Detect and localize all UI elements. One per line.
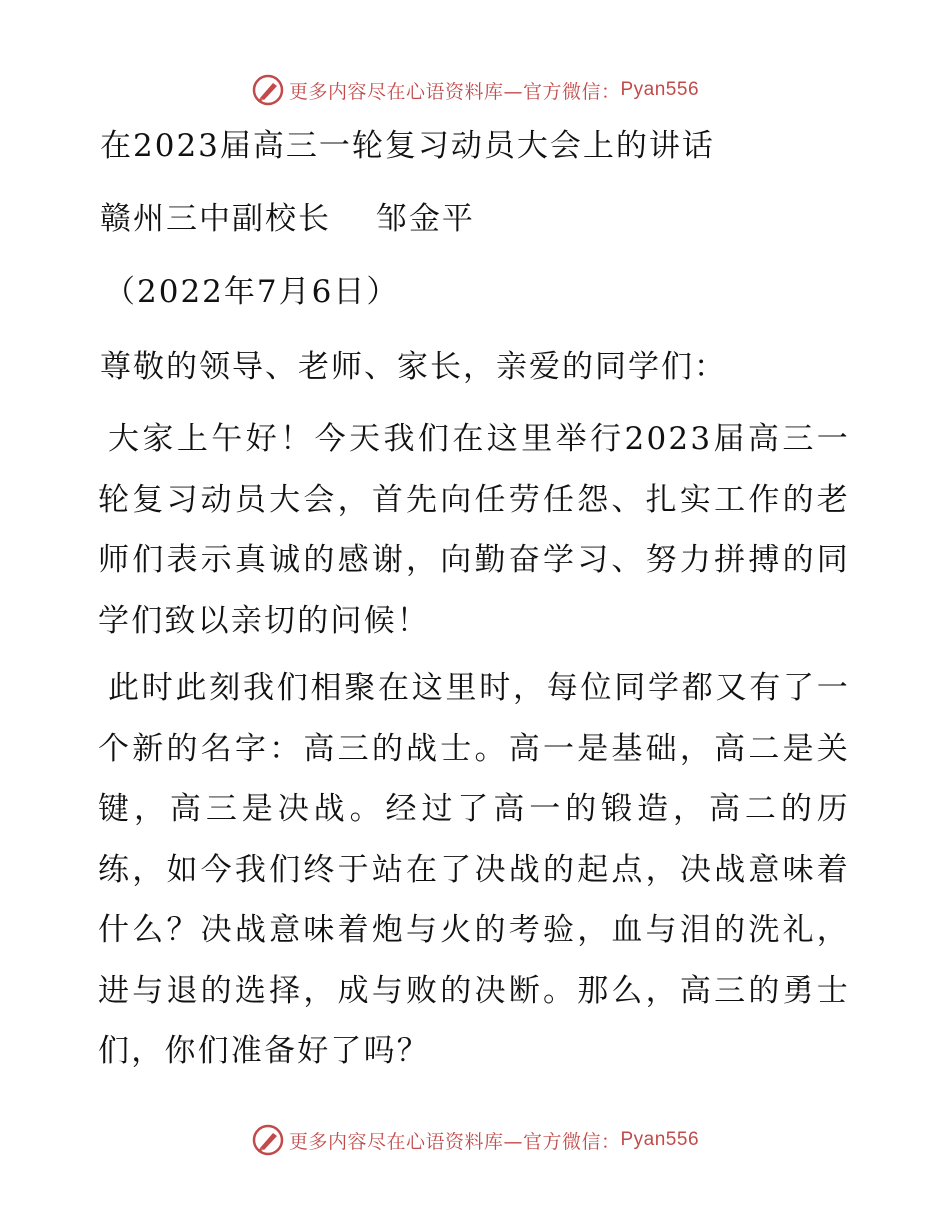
- document-title: 在2023届高三一轮复习动员大会上的讲话: [100, 128, 715, 164]
- pen-logo-icon: [251, 73, 285, 107]
- pen-logo-icon: [251, 1123, 285, 1157]
- watermark-wechat-id: Pyan556: [620, 79, 700, 100]
- paragraph-1: 大家上午好！今天我们在这里举行2023届高三一轮复习动员大会，首先向任劳任怨、扎实工作的老师们表示真诚的感谢，向勤奋学习、努力拼搏的同学们致以亲切的问候！: [98, 421, 850, 639]
- greeting: 尊敬的领导、老师、家长，亲爱的同学们：: [100, 349, 727, 385]
- watermark-text: 更多内容尽在心语资料库—官方微信：: [288, 1130, 621, 1153]
- watermark-text: 更多内容尽在心语资料库—官方微信：: [288, 80, 621, 103]
- watermark-footer: [0, 1120, 950, 1160]
- watermark-wechat-id: Pyan556: [620, 1129, 700, 1150]
- speech-date: （2022年7月6日）: [104, 274, 400, 310]
- watermark-header: [0, 70, 950, 110]
- paragraph-2: 此时此刻我们相聚在这里时，每位同学都又有了一个新的名字：高三的战士。高一是基础，高二是关键，高三是决战。经过了高一的锻造，高二的历练，如今我们终于站在了决战的起点，决战意味着什么？决战意味着炮与火的考验，血与泪的洗礼，进与退的选择，成与败的决断。那么，高三的勇士们，你们准备好了吗？: [98, 670, 850, 1069]
- speaker-line: 赣州三中副校长 邹金平: [100, 201, 475, 237]
